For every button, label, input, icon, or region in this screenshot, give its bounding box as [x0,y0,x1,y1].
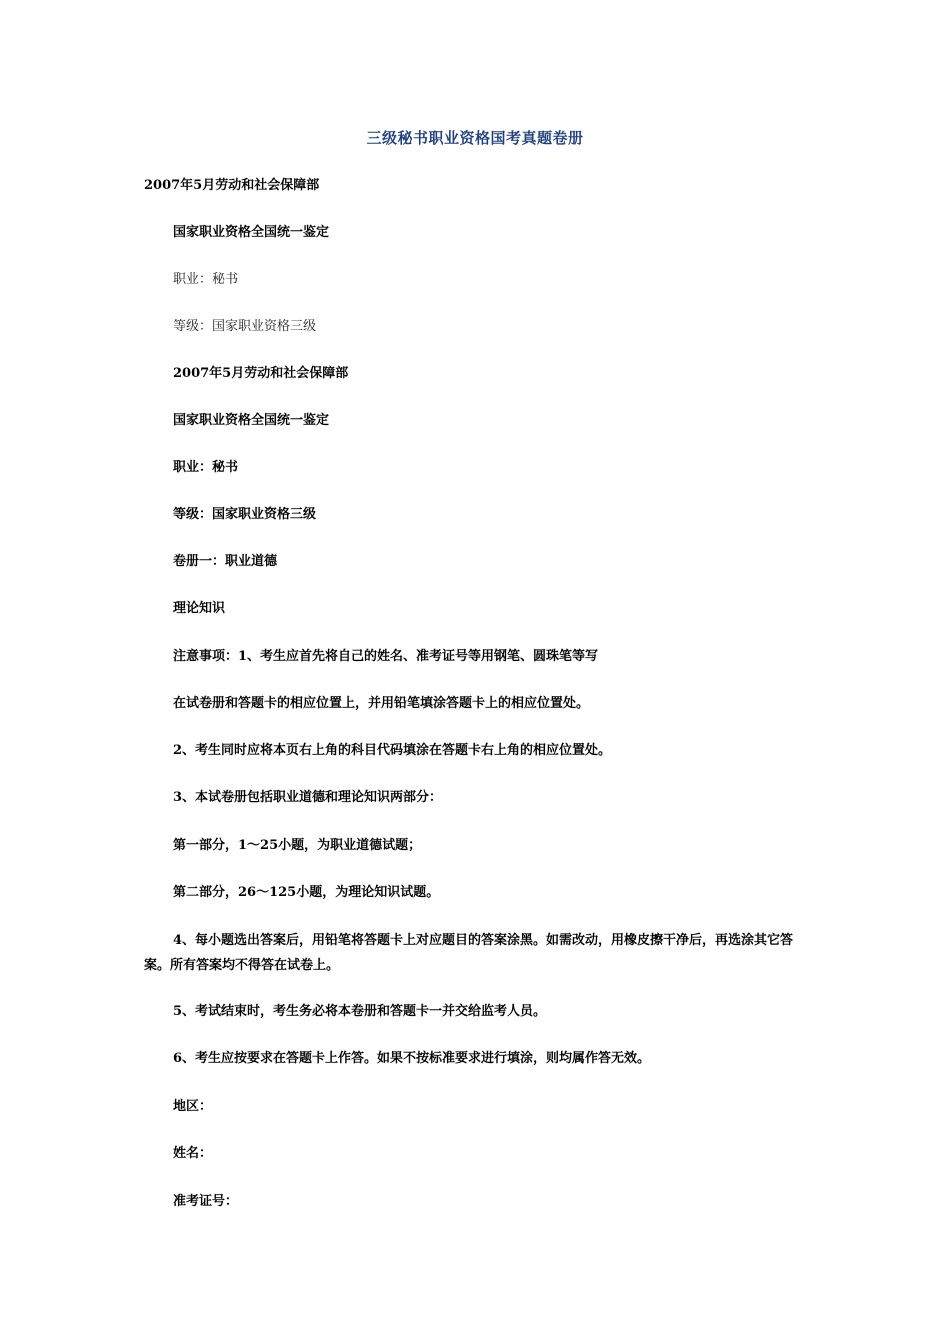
cover2-exam: 国家职业资格全国统一鉴定 [173,413,330,428]
note-4: 4、每小题选出答案后，用铅笔将答题卡上对应题目的答案涂黑。如需改动，用橡皮擦干净后，再选涂其它答案。所有答案均不得答在试卷上。 [144,933,794,973]
header-org: 2007年5月劳动和社会保障部 [144,178,320,193]
cover2-occupation: 职业：秘书 [173,460,239,475]
cover1-level: 等级：国家职业资格三级 [173,319,317,334]
field-ticket-number: 准考证号： [173,1194,239,1209]
note-1b: 在试卷册和答题卡的相应位置上，并用铅笔填涂答题卡上的相应位置处。 [173,696,590,711]
note-part-2: 第二部分，26～125小题，为理论知识试题。 [173,885,440,900]
note-3: 3、本试卷册包括职业道德和理论知识两部分： [173,790,443,805]
document-title: 三级秘书职业资格国考真题卷册 [366,129,584,147]
note-5: 5、考试结束时，考生务必将本卷册和答题卡一并交给监考人员。 [173,1004,547,1019]
field-name: 姓名： [173,1146,213,1161]
field-region: 地区： [173,1099,213,1114]
cover1-occupation: 职业：秘书 [173,272,239,287]
note-1a: 注意事项：1、考生应首先将自己的姓名、准考证号等用钢笔、圆珠笔等写 [173,649,599,664]
cover2-section: 理论知识 [173,601,226,616]
note-2: 2、考生同时应将本页右上角的科目代码填涂在答题卡右上角的相应位置处。 [173,743,612,758]
cover2-level: 等级：国家职业资格三级 [173,507,317,522]
note-6: 6、考生应按要求在答题卡上作答。如果不按标准要求进行填涂，则均属作答无效。 [173,1051,651,1066]
cover2-volume: 卷册一：职业道德 [173,554,278,569]
note-part-1: 第一部分，1～25小题，为职业道德试题； [173,838,422,853]
cover2-org: 2007年5月劳动和社会保障部 [173,366,349,381]
cover1-exam: 国家职业资格全国统一鉴定 [173,225,330,240]
